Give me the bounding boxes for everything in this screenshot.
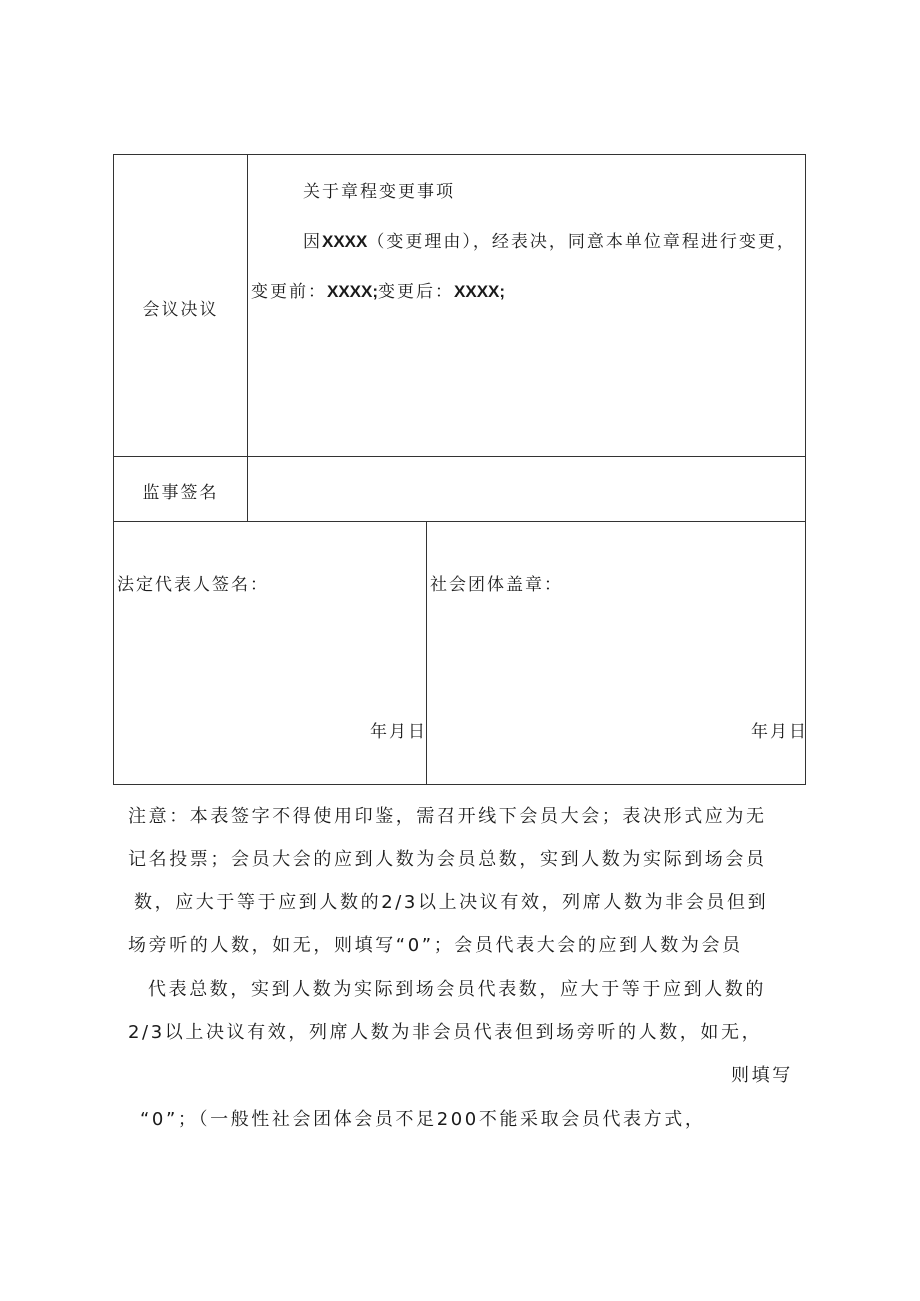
notice-line-7: 则填写 [731, 1065, 793, 1086]
notice-line-3: 数，应大于等于应到人数的2/3以上决议有效，列席人数为非会员但到 [134, 892, 769, 913]
resolution-before-label: 变更前： [251, 282, 327, 302]
supervisor-sign-field[interactable] [248, 457, 805, 521]
legal-rep-sign-label: 法定代表人签名： [117, 575, 269, 595]
resolution-reason-placeholder: XXXX [322, 232, 368, 251]
resolution-before-value: XXXX; [327, 282, 379, 301]
supervisor-sign-label: 监事签名 [142, 483, 219, 503]
table-left-border [113, 154, 114, 785]
resolution-label: 会议决议 [142, 300, 219, 320]
notice-line-8: “0”；（一般性社会团体会员不足200不能采取会员代表方式， [140, 1109, 706, 1130]
table-top-border [113, 154, 806, 155]
notice-line-2: 记名投票；会员大会的应到人数为会员总数，实到人数为实际到场会员 [128, 849, 767, 870]
resolution-after-label: 变更后： [378, 282, 455, 302]
org-seal-label: 社会团体盖章： [430, 575, 563, 595]
resolution-line-1 [303, 227, 796, 252]
resolution-line-1-prefix: 因 [303, 232, 322, 252]
resolution-line-2 [251, 277, 505, 302]
resolution-line-1-middle: （变更理由），经表决，同意本单位章程进行变更， [367, 232, 796, 252]
table-bottom-border [113, 784, 806, 785]
legal-rep-sign-date: 年月日 [370, 722, 427, 742]
notice-line-1: 注意：本表签字不得使用印鉴，需召开线下会员大会；表决形式应为无 [128, 806, 767, 827]
notice-line-4: 场旁听的人数，如无，则填写“0”；会员代表大会的应到人数为会员 [128, 935, 743, 956]
resolution-title: 关于章程变更事项 [303, 182, 455, 202]
notice-line-6: 2/3以上决议有效，列席人数为非会员代表但到场旁听的人数，如无， [128, 1022, 763, 1043]
notice-line-5: 代表总数，实到人数为实际到场会员代表数，应大于等于应到人数的 [148, 979, 766, 1000]
table-right-border [805, 154, 806, 785]
resolution-after-value: XXXX; [454, 282, 506, 301]
table-bottom-column-divider [426, 521, 427, 784]
table-row-divider-2 [113, 521, 806, 522]
org-seal-date: 年月日 [751, 722, 808, 742]
